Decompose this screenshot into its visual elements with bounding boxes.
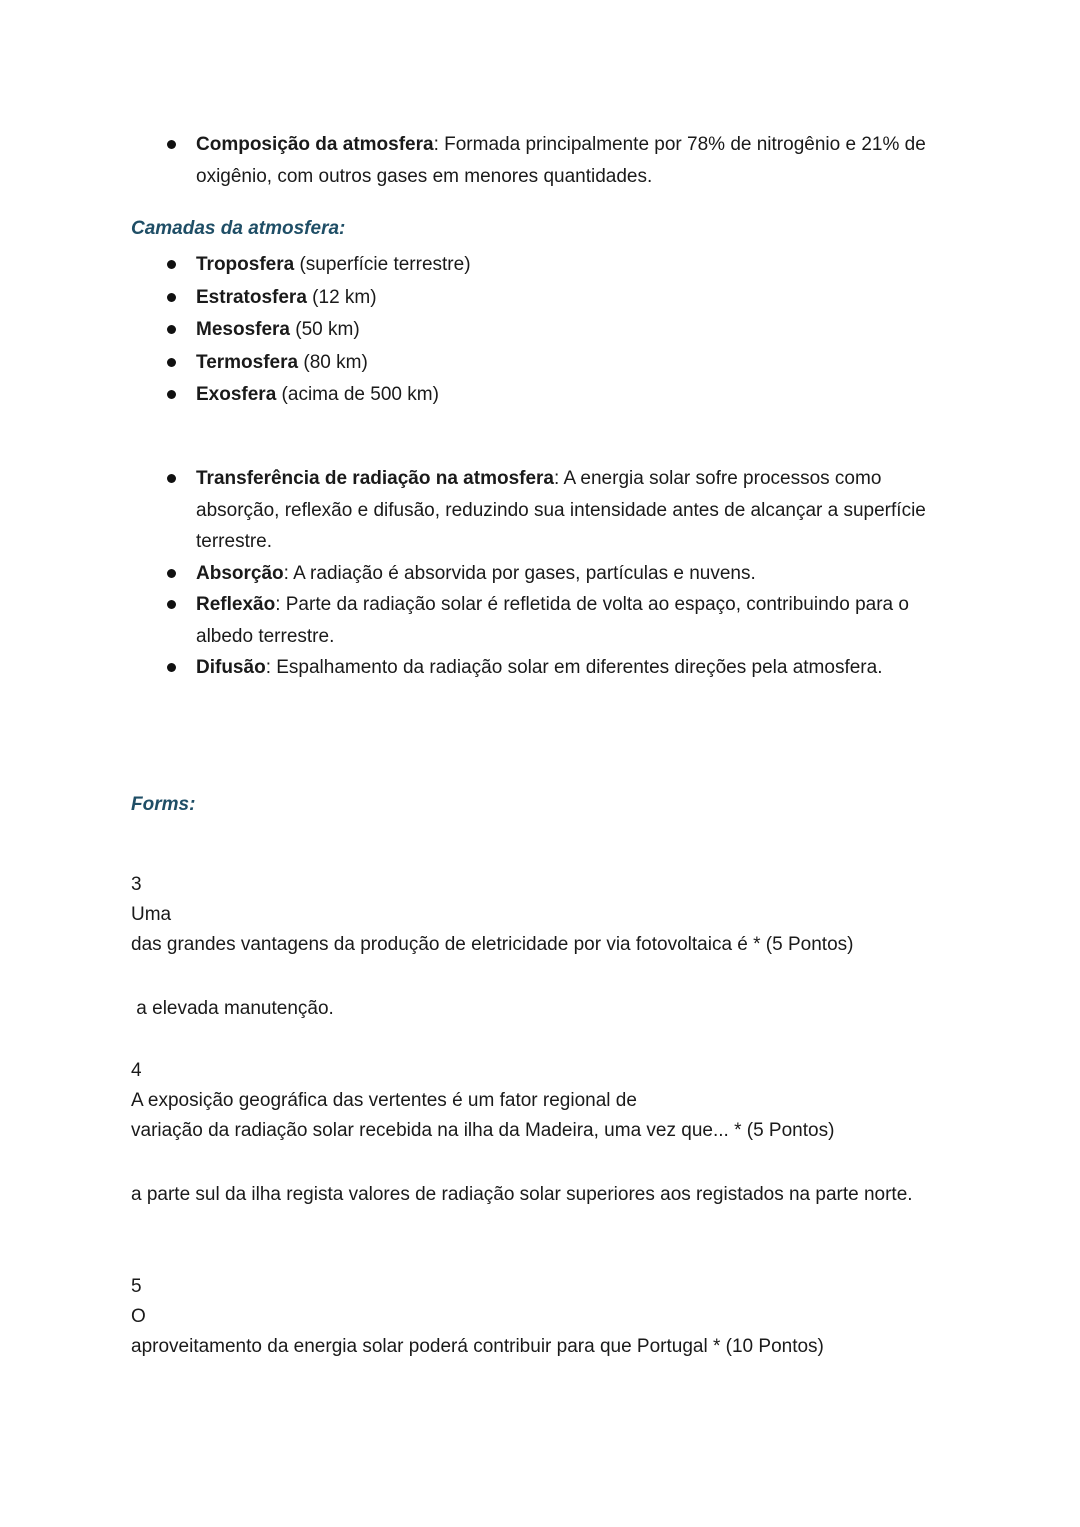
- list-item: [131, 652, 951, 684]
- bullet-text: (12 km): [306, 286, 377, 308]
- list-item: [131, 558, 951, 590]
- layers-heading: Camadas da atmosfera:: [131, 218, 346, 239]
- bullet-term: Estratosfera: [196, 286, 307, 308]
- bullet-term: Difusão: [196, 657, 266, 678]
- bullet-text: : Formada principalmente por 78% de nitrogênio e 21% de oxigênio, com outros gases em menores quantidades.: [196, 134, 926, 187]
- list-item: [131, 463, 951, 558]
- forms-heading: Forms:: [131, 794, 196, 815]
- bullet-icon: [167, 663, 176, 672]
- bullet-text: (superfície terrestre): [294, 254, 471, 275]
- bullet-icon: [167, 474, 176, 483]
- question-number: 4: [131, 1060, 142, 1081]
- bullet-term: Mesosfera: [196, 319, 290, 340]
- bullet-text: (80 km): [298, 351, 368, 373]
- bullet-term: Exosfera: [196, 384, 277, 405]
- bullet-text: : Parte da radiação solar é refletida de volta ao espaço, contribuindo para o albedo terrestre.: [196, 594, 909, 647]
- bullet-term: Absorção: [196, 562, 284, 584]
- bullet-icon: [167, 600, 176, 609]
- radiation-list: [131, 463, 951, 684]
- list-item: [131, 314, 951, 347]
- intro-section: [131, 129, 951, 192]
- list-item: [131, 129, 951, 192]
- question-4: [131, 1056, 951, 1146]
- bullet-icon: [167, 140, 176, 149]
- list-item: [131, 249, 951, 282]
- bullet-term: Composição da atmosfera: [196, 134, 434, 155]
- bullet-icon: [167, 325, 176, 334]
- question-line-2: variação da radiação solar recebida na ilha da Madeira, uma vez que... * (5 Pontos): [131, 1120, 835, 1141]
- bullet-term: Troposfera: [196, 254, 295, 275]
- bullet-text: (acima de 500 km): [276, 384, 439, 405]
- question-line-1: O: [131, 1306, 146, 1327]
- bullet-icon: [167, 358, 176, 367]
- list-item: [131, 589, 951, 652]
- bullet-text: : Espalhamento da radiação solar em diferentes direções pela atmosfera.: [265, 657, 883, 678]
- question-3: [131, 870, 951, 960]
- answer-4: a parte sul da ilha regista valores de radiação solar superiores aos registados na parte norte.: [131, 1184, 913, 1205]
- layers-list: [131, 249, 951, 412]
- bullet-icon: [167, 260, 176, 269]
- bullet-term: Termosfera: [196, 351, 299, 373]
- layers-section: [131, 249, 951, 412]
- question-5: [131, 1272, 951, 1362]
- list-item: [131, 347, 951, 380]
- bullet-term: Transferência de radiação na atmosfera: [196, 468, 554, 489]
- bullet-text: (50 km): [290, 319, 360, 340]
- list-item: [131, 282, 951, 315]
- bullet-text: : A radiação é absorvida por gases, partículas e nuvens.: [283, 562, 756, 584]
- bullet-term: Reflexão: [196, 594, 276, 615]
- answer-3: a elevada manutenção.: [131, 998, 334, 1019]
- bullet-icon: [167, 390, 176, 399]
- question-number: 3: [131, 874, 142, 895]
- question-number: 5: [131, 1276, 142, 1297]
- question-line-2: aproveitamento da energia solar poderá contribuir para que Portugal * (10 Pontos): [131, 1336, 824, 1357]
- list-item: [131, 379, 951, 412]
- intro-list: [131, 129, 951, 192]
- bullet-text: : A energia solar sofre processos como absorção, reflexão e difusão, reduzindo sua intensidade antes de alcançar a superfície terrestre.: [196, 468, 926, 552]
- radiation-section: [131, 463, 951, 684]
- bullet-icon: [167, 569, 176, 578]
- question-line-1: Uma: [131, 904, 172, 925]
- bullet-icon: [167, 293, 176, 302]
- question-line-2: das grandes vantagens da produção de eletricidade por via fotovoltaica é * (5 Pontos): [131, 934, 854, 955]
- question-line-1: A exposição geográfica das vertentes é um fator regional de: [131, 1090, 637, 1111]
